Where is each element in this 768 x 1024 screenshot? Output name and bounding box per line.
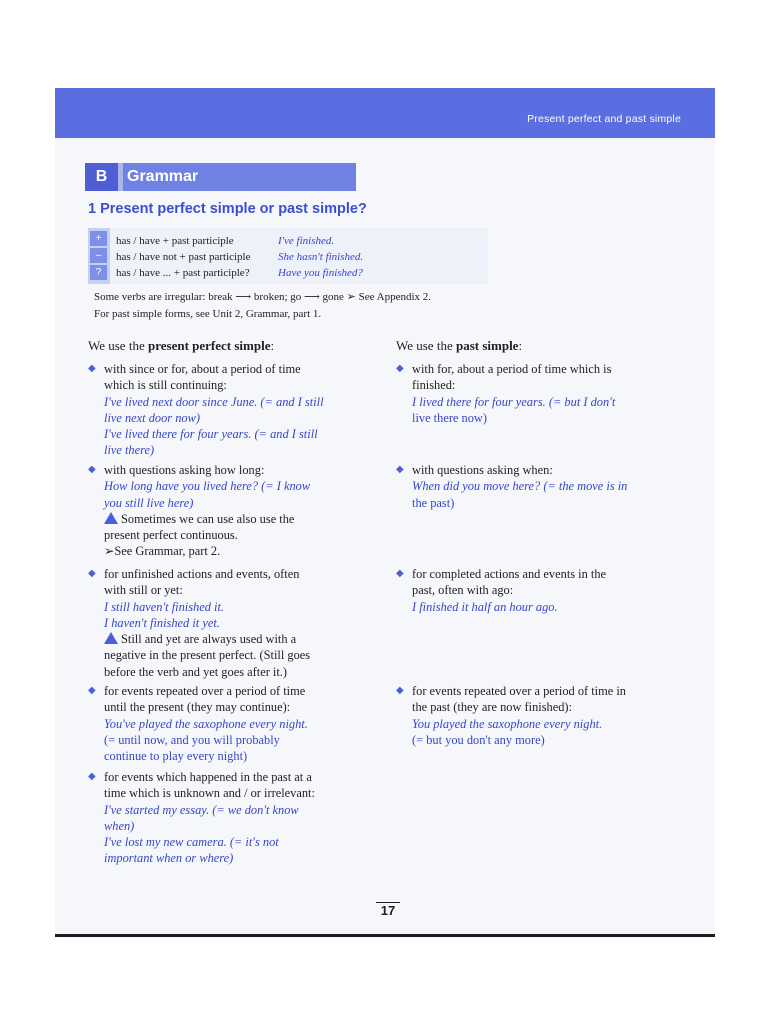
question-mark: ? — [90, 265, 107, 280]
usage-line: until the present (they may continue): — [104, 700, 291, 715]
usage-item — [396, 683, 696, 748]
warning-icon — [104, 632, 118, 644]
section-title-text: Grammar — [127, 168, 199, 185]
section-title — [123, 163, 356, 191]
example-line: I lived there for four years. (= but I don't — [412, 394, 616, 409]
example-line: I've lived there for four years. (= and I still — [104, 427, 318, 442]
example-line: live next door now) — [104, 410, 201, 425]
usage-line: past, often with ago: — [412, 583, 514, 598]
usage-line: for unfinished actions and events, often — [104, 567, 300, 581]
bullet-icon: ◆ — [396, 363, 404, 374]
gloss-line: the past) — [412, 495, 455, 510]
bullet-icon: ◆ — [88, 771, 96, 782]
header-band — [55, 88, 715, 138]
example-line: I still haven't finished it. — [104, 599, 225, 614]
heading-colon: : — [270, 338, 275, 353]
forms-table — [88, 228, 488, 284]
example-line: I haven't finished it yet. — [104, 615, 220, 630]
example-line: I've started my essay. (= we don't know — [104, 802, 299, 817]
usage-item — [88, 462, 373, 560]
warning-text: Still and yet are always used with a — [121, 632, 297, 647]
form-row-positive — [116, 235, 335, 247]
usage-item — [88, 683, 373, 764]
running-title: Present perfect and past simple — [527, 113, 681, 125]
form-pattern: has / have + past participle — [116, 235, 234, 247]
bullet-icon: ◆ — [396, 685, 404, 696]
usage-line: with questions asking how long: — [104, 463, 265, 477]
warning-line — [104, 511, 373, 527]
irregular-note: Some verbs are irregular: break ⟶ broken; go ⟶ gone ➢ See Appendix 2. — [94, 291, 432, 303]
example-line: How long have you lived here? (= I know — [104, 479, 311, 494]
form-row-question — [116, 267, 363, 279]
example-line: I've lost my new camera. (= it's not — [104, 835, 279, 850]
gloss-line: (= until now, and you will probably — [104, 732, 280, 747]
warning-text: Sometimes we can use also use the — [121, 511, 295, 526]
example-line: I finished it half an hour ago. — [412, 599, 558, 614]
usage-item — [88, 769, 373, 867]
usage-line: with still or yet: — [104, 583, 183, 598]
gloss-line: continue to play every night) — [104, 749, 248, 764]
form-pattern: has / have ... + past participle? — [116, 267, 250, 279]
usage-line: time which is unknown and / or irrelevant: — [104, 786, 315, 801]
section-letter: B — [85, 163, 118, 191]
column-heading — [88, 338, 373, 354]
bullet-icon: ◆ — [88, 568, 96, 579]
column-heading — [396, 338, 696, 354]
page-number: 17 — [376, 902, 400, 918]
form-row-negative — [116, 251, 364, 263]
usage-line: finished: — [412, 378, 456, 393]
present-perfect-column — [88, 338, 373, 866]
usage-item — [88, 361, 373, 459]
plus-mark: + — [90, 231, 107, 246]
warning-line: negative in the present perfect. (Still goes — [104, 648, 311, 663]
example-line: I've lived next door since June. (= and I still — [104, 394, 324, 409]
usage-item — [396, 462, 696, 511]
past-simple-column — [396, 338, 696, 747]
heading-colon: : — [518, 338, 523, 353]
form-example: Have you finished? — [278, 267, 363, 279]
example-line: You've played the saxophone every night. — [104, 716, 308, 731]
example-line: When did you move here? (= the move is in — [412, 479, 628, 494]
notes — [94, 289, 514, 323]
gloss-line: (= but you don't any more) — [412, 732, 545, 747]
warning-icon — [104, 512, 118, 524]
usage-line: for completed actions and events in the — [412, 567, 607, 581]
bottom-rule — [55, 934, 715, 937]
bullet-icon: ◆ — [88, 685, 96, 696]
warning-line — [104, 631, 373, 647]
form-example: I've finished. — [278, 235, 335, 247]
usage-line: the past (they are now finished): — [412, 700, 572, 715]
bullet-icon: ◆ — [88, 464, 96, 475]
example-line: when) — [104, 818, 135, 833]
bullet-icon: ◆ — [396, 464, 404, 475]
minus-mark: – — [90, 248, 107, 263]
example-line: You played the saxophone every night. — [412, 716, 603, 731]
usage-line: with since or for, about a period of time — [104, 362, 301, 376]
part-title: Present perfect simple or past simple? — [100, 201, 367, 217]
past-forms-note: For past simple forms, see Unit 2, Grammar, part 1. — [94, 308, 322, 320]
form-example: She hasn't finished. — [278, 251, 364, 263]
example-line: live there) — [104, 443, 155, 458]
bullet-icon: ◆ — [88, 363, 96, 374]
usage-item — [396, 361, 696, 426]
cross-reference: ➢See Grammar, part 2. — [104, 544, 221, 559]
example-line: important when or where) — [104, 851, 234, 866]
example-line: you still live here) — [104, 495, 194, 510]
heading-bold: present perfect simple — [147, 338, 271, 353]
bullet-icon: ◆ — [396, 568, 404, 579]
form-pattern: has / have not + past participle — [116, 251, 251, 263]
heading-text: We use the — [88, 338, 148, 353]
usage-line: with for, about a period of time which is — [412, 362, 612, 376]
gloss-line: live there now) — [412, 410, 488, 425]
part-number: 1 — [88, 201, 97, 217]
usage-line: with questions asking when: — [412, 463, 553, 477]
part-heading — [88, 201, 488, 217]
usage-item — [88, 566, 373, 680]
usage-item — [396, 566, 696, 615]
heading-text: We use the — [396, 338, 456, 353]
warning-line: before the verb and yet goes after it.) — [104, 664, 288, 679]
section-banner — [85, 163, 356, 191]
usage-line: for events repeated over a period of time in — [412, 684, 626, 698]
usage-line: for events which happened in the past at a — [104, 770, 312, 784]
usage-line: which is still continuing: — [104, 378, 227, 393]
heading-bold: past simple — [455, 338, 519, 353]
usage-line: for events repeated over a period of time — [104, 684, 306, 698]
warning-line: present perfect continuous. — [104, 528, 238, 543]
